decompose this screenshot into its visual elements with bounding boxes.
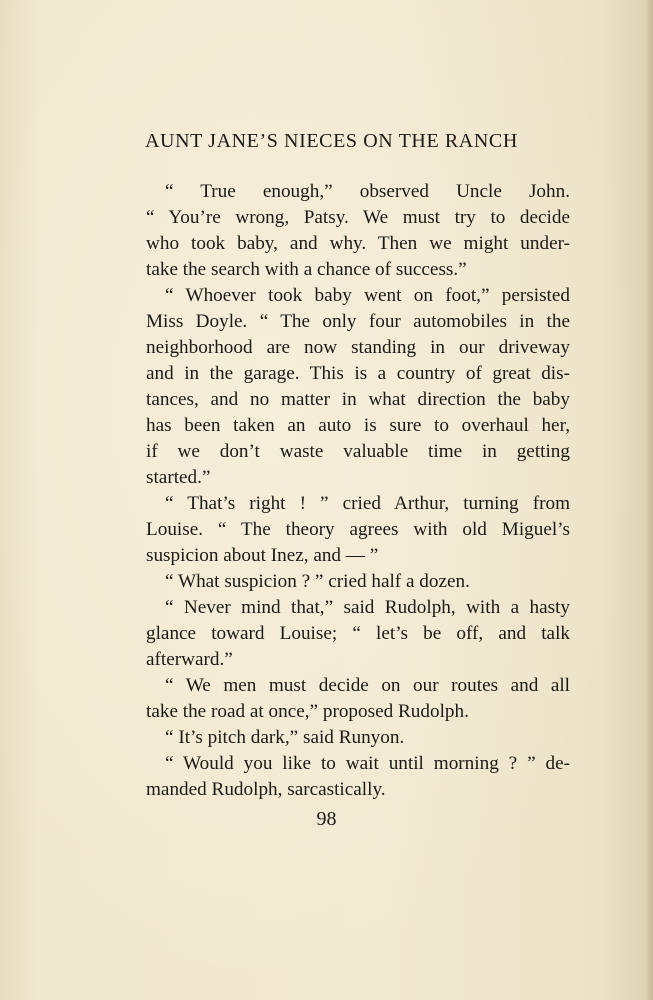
text-line: “ True enough,” observed Uncle John. <box>165 181 570 202</box>
text-line: “ Never mind that,” said Rudolph, with a hasty <box>165 597 570 618</box>
text-line: neighborhood are now standing in our driveway <box>146 337 570 358</box>
text-line: has been taken an auto is sure to overhaul her, <box>146 415 570 436</box>
text-line: “ Would you like to wait until morning ? ” de- <box>165 753 570 774</box>
body-text <box>146 179 570 803</box>
text-line: take the road at once,” proposed Rudolph. <box>146 701 469 722</box>
text-line: “ What suspicion ? ” cried half a dozen. <box>165 571 470 592</box>
text-line: suspicion about Inez, and — ” <box>146 545 379 566</box>
text-line: “ That’s right ! ” cried Arthur, turning from <box>165 493 570 514</box>
text-line: and in the garage. This is a country of great dis- <box>146 363 570 384</box>
page-number: 98 <box>316 808 337 830</box>
text-line: afterward.” <box>146 649 233 670</box>
running-head: AUNT JANE’S NIECES ON THE RANCH <box>145 130 518 152</box>
text-line: who took baby, and why. Then we might under- <box>146 233 570 254</box>
text-line: “ You’re wrong, Patsy. We must try to decide <box>146 207 570 228</box>
text-line: “ We men must decide on our routes and all <box>165 675 570 696</box>
text-line: take the search with a chance of success.” <box>146 259 467 280</box>
text-line: if we don’t waste valuable time in getting <box>146 441 570 462</box>
text-line: Miss Doyle. “ The only four automobiles in the <box>146 311 570 332</box>
text-line: “ Whoever took baby went on foot,” persisted <box>165 285 570 306</box>
text-line: Louise. “ The theory agrees with old Miguel’s <box>146 519 570 540</box>
text-line: manded Rudolph, sarcastically. <box>146 779 386 800</box>
text-line: started.” <box>146 467 211 488</box>
text-line: “ It’s pitch dark,” said Runyon. <box>165 727 405 748</box>
text-line: tances, and no matter in what direction the baby <box>146 389 570 410</box>
page-edge-shadow <box>645 0 653 1000</box>
text-line: glance toward Louise; “ let’s be off, and talk <box>146 623 570 644</box>
